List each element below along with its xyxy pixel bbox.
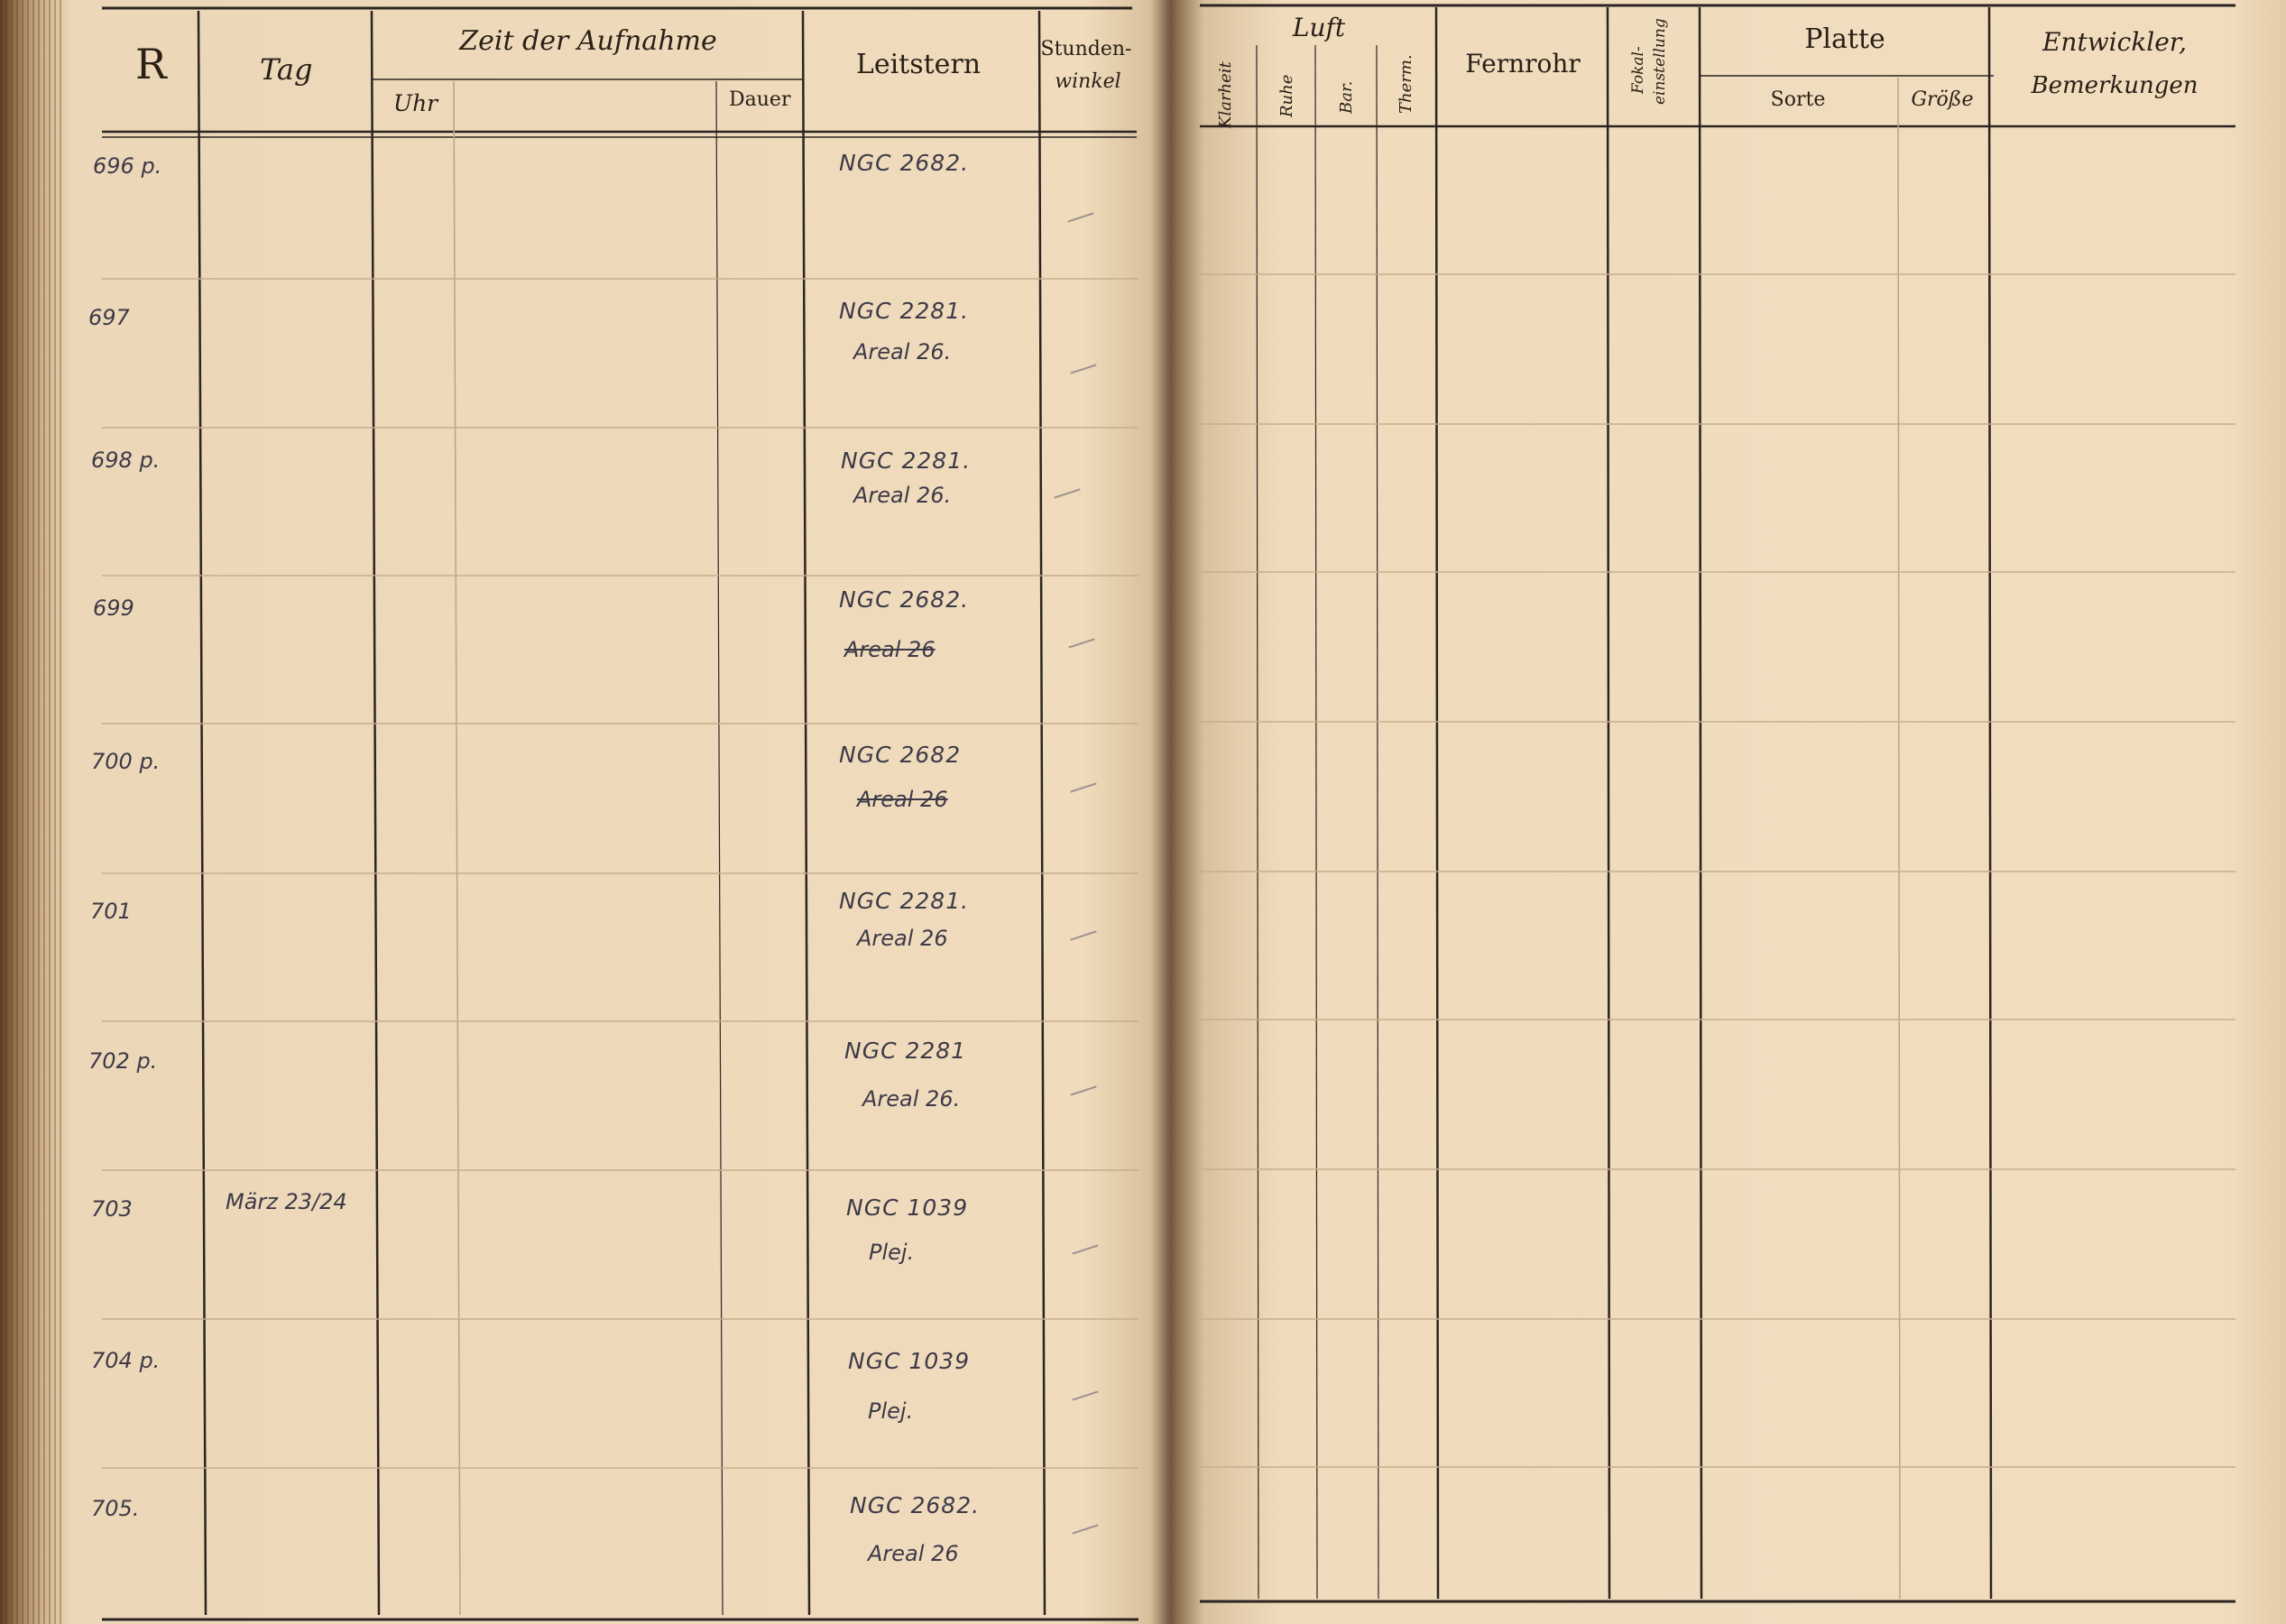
r-number: 696 p. [93,153,162,179]
r-number: 702 p. [88,1048,158,1074]
header-uhr: Uhr [393,90,438,116]
leitstern-line1: NGC 1039 [848,1348,971,1374]
header-fokal-1: Fokal- [1629,46,1647,94]
header-dauer: Dauer [729,88,791,111]
right-page [1182,0,2286,1624]
leitstern-line1: NGC 2281. [839,298,970,324]
header-zeit-der-aufnahme: Zeit der Aufnahme [459,25,717,57]
leitstern-line1: NGC 2281 [844,1038,967,1064]
leitstern-line2: Plej. [869,1240,915,1265]
r-number: 704 p. [91,1348,161,1373]
r-number: 700 p. [91,749,161,774]
leitstern-line1: NGC 2682. [839,150,970,176]
leitstern-line2-struck: Areal 26 [857,787,948,812]
right-table-grid [1182,0,2286,1624]
header-fernrohr: Fernrohr [1465,49,1581,78]
header-stundenwinkel-1: Stunden- [1040,38,1132,60]
header-sorte: Sorte [1770,88,1826,111]
header-klarheit: Klarheit [1216,61,1235,128]
leitstern-line2: Areal 26 [857,926,948,951]
header-entwickler-2: Bemerkungen [2031,72,2198,99]
header-groesse: Größe [1911,88,1974,111]
header-stundenwinkel-2: winkel [1055,70,1121,93]
header-ruhe: Ruhe [1277,74,1296,117]
r-number: 698 p. [91,448,161,473]
leitstern-line2: Areal 26. [853,483,952,508]
leitstern-line2: Areal 26 [868,1541,959,1566]
header-bar: Bar. [1337,80,1356,114]
header-platte: Platte [1804,23,1885,55]
r-number: 697 [88,305,130,330]
leitstern-line1: NGC 2281. [841,448,972,474]
leitstern-line2: Areal 26. [862,1086,961,1112]
r-number: 705. [91,1496,140,1521]
r-number: 701 [90,899,132,924]
header-therm: Therm. [1396,54,1415,114]
leitstern-line1: NGC 2682 [839,742,962,768]
leitstern-line2: Plej. [868,1398,914,1424]
leitstern-line1: NGC 2682. [839,586,970,613]
header-tag: Tag [260,52,313,87]
header-fokal-2: einstellung [1651,18,1669,105]
header-entwickler-1: Entwickler, [2042,27,2188,57]
tag-date: März 23/24 [226,1189,347,1214]
header-leitstern: Leitstern [855,49,982,80]
r-number: 699 [93,595,134,621]
header-luft: Luft [1292,13,1346,42]
leitstern-line2-struck: Areal 26 [844,637,936,662]
leitstern-line2: Areal 26. [853,339,952,364]
leitstern-line1: NGC 2682. [850,1492,981,1518]
leitstern-line1: NGC 2281. [839,888,970,914]
leitstern-line1: NGC 1039 [846,1195,969,1221]
header-r: R [135,40,167,88]
r-number: 703 [91,1196,133,1222]
